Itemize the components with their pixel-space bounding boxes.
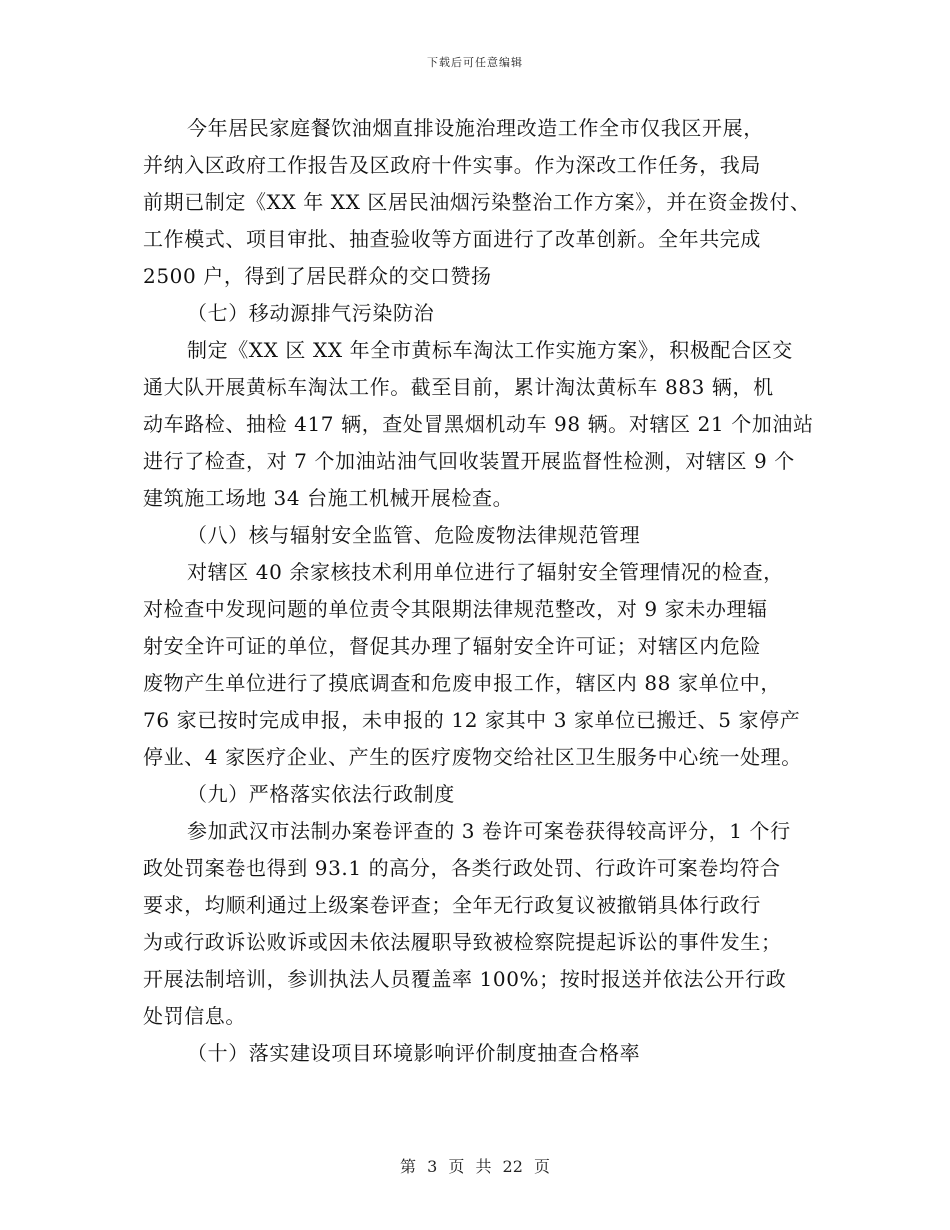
- text-line: 并纳入区政府工作报告及区政府十件实事。作为深改工作任务，我局: [143, 153, 761, 177]
- text-line: （十）落实建设项目环境影响评价制度抽查合格率: [187, 1041, 641, 1065]
- text-line: 制定《XX 区 XX 年全市黄标车淘汰工作实施方案》，积极配合区交: [187, 338, 793, 362]
- text-line: 参加武汉市法制办案卷评查的 3 卷许可案卷获得较高评分，1 个行: [187, 819, 791, 843]
- text-line: 通大队开展黄标车淘汰工作。截至目前，累计淘汰黄标车 883 辆，机: [143, 375, 774, 399]
- text-line: 建筑施工场地 34 台施工机械开展检查。: [143, 486, 514, 510]
- text-line: 2500 户，得到了居民群众的交口赞扬: [143, 264, 492, 288]
- text-line: 工作模式、项目审批、抽查验收等方面进行了改革创新。全年共完成: [143, 227, 761, 251]
- text-line: （八）核与辐射安全监管、危险废物法律规范管理: [187, 523, 641, 547]
- document-body: [143, 110, 823, 1072]
- text-line: 停业、4 家医疗企业、产生的医疗废物交给社区卫生服务中心统一处理。: [143, 745, 802, 769]
- text-line: 处罚信息。: [143, 1004, 246, 1028]
- text-line: 前期已制定《XX 年 XX 区居民油烟污染整治工作方案》，并在资金拨付、: [143, 190, 811, 214]
- text-line: （九）严格落实依法行政制度: [187, 782, 455, 806]
- text-line: 76 家已按时完成申报，未申报的 12 家其中 3 家单位已搬迁、5 家停产: [143, 708, 801, 732]
- text-line: 废物产生单位进行了摸底调查和危废申报工作，辖区内 88 家单位中，: [143, 671, 781, 695]
- text-line: 对检查中发现问题的单位责令其限期法律规范整改，对 9 家未办理辐: [143, 597, 768, 621]
- text-line: 今年居民家庭餐饮油烟直排设施治理改造工作全市仅我区开展，: [187, 116, 764, 140]
- page-header: 下载后可任意编辑: [427, 56, 523, 69]
- text-line: 政处罚案卷也得到 93.1 的高分，各类行政处罚、行政许可案卷均符合: [143, 856, 781, 880]
- text-line: 动车路检、抽检 417 辆，查处冒黑烟机动车 98 辆。对辖区 21 个加油站: [143, 412, 814, 436]
- text-line: 为或行政诉讼败诉或因未依法履职导致被检察院提起诉讼的事件发生；: [143, 930, 782, 954]
- text-line: 进行了检查，对 7 个加油站油气回收装置开展监督性检测，对辖区 9 个: [143, 449, 795, 473]
- text-line: 射安全许可证的单位，督促其办理了辐射安全许可证；对辖区内危险: [143, 634, 761, 658]
- text-line: 开展法制培训，参训执法人员覆盖率 100%；按时报送并依法公开行政: [143, 967, 787, 991]
- text-line: 对辖区 40 余家核技术利用单位进行了辐射安全管理情况的检查，: [187, 560, 784, 584]
- text-line: 要求，均顺利通过上级案卷评查；全年无行政复议被撤销具体行政行: [143, 893, 761, 917]
- text-line: （七）移动源排气污染防治: [187, 301, 435, 325]
- page-number: 第 3 页 共 22 页: [400, 1157, 550, 1176]
